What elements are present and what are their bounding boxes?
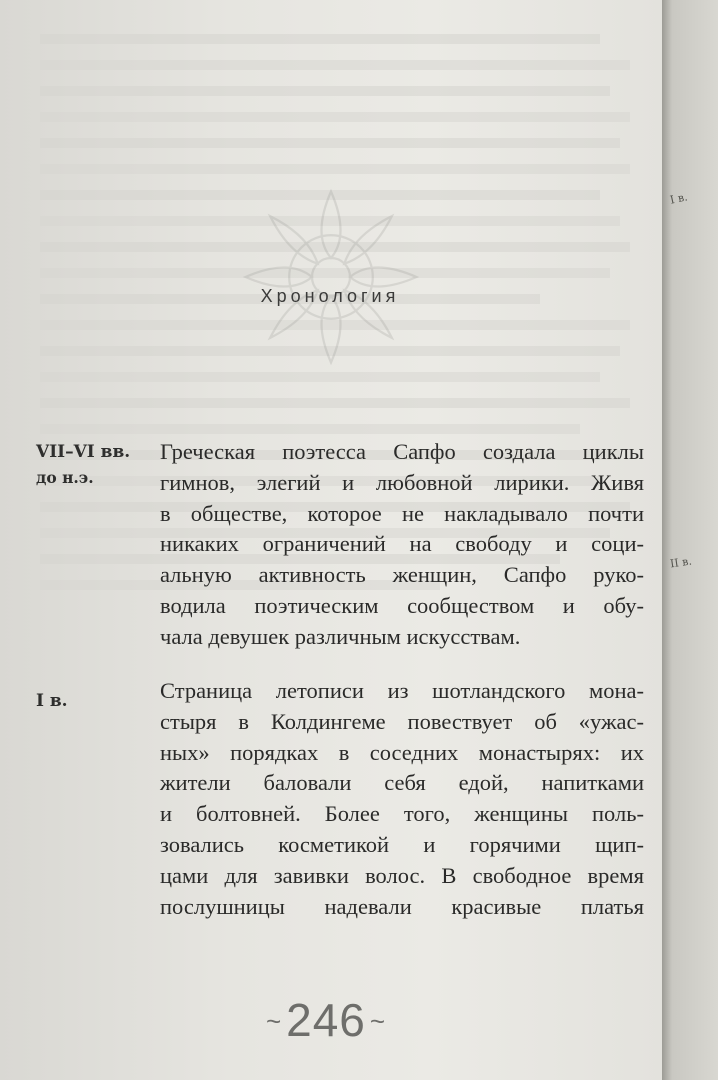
entry-date-line: I в. xyxy=(36,691,68,711)
entry-text-line: жители баловали себя едой, напитками xyxy=(160,770,644,796)
entry-date-line: до н.э. xyxy=(36,468,94,487)
tilde-ornament-icon: ~ xyxy=(369,1006,387,1036)
entry-text-line: Страница летописи из шотландского мона- xyxy=(160,678,644,703)
next-page-fragment: I в. xyxy=(668,190,689,207)
page-heading: Хронология xyxy=(260,286,400,306)
entry-text-line: чала девушек различным искусствам. xyxy=(160,623,521,649)
entry-text-line: водила поэтическим сообществом и обу- xyxy=(160,592,644,618)
entry-date-line: VII–VI вв. xyxy=(36,442,131,462)
entry-text-line: зовались косметикой и горячими щип- xyxy=(160,831,644,857)
floral-ornament-icon xyxy=(236,182,426,372)
entry-date xyxy=(36,688,68,714)
chronology-entry xyxy=(160,437,644,653)
entry-text-line: цами для завивки волос. В свободное время xyxy=(160,862,644,888)
entry-text-line: послушницы надевали красивые платья xyxy=(160,893,644,919)
entry-text-line: ных» порядках в соседних монастырях: их xyxy=(160,739,644,765)
entry-text-line: альную активность женщин, Сапфо руко- xyxy=(160,562,644,588)
page-number xyxy=(236,993,416,1047)
entry-text-line: и болтовней. Более того, женщины поль- xyxy=(160,801,644,827)
entry-text-line: Греческая поэтесса Сапфо создала циклы xyxy=(160,439,644,464)
entry-text-line: в обществе, которое не накладывало почти xyxy=(160,500,644,526)
entry-text-line: стыря в Колдингеме повествует об «ужас- xyxy=(160,708,644,734)
entry-date xyxy=(36,439,130,491)
tilde-ornament-icon: ~ xyxy=(265,1006,283,1036)
next-page-fragment: II в. xyxy=(669,554,693,571)
next-page-edge xyxy=(662,0,718,1080)
entry-text-line: никаких ограничений на свободу и соци- xyxy=(160,531,644,557)
page-number-value: 246 xyxy=(286,994,366,1046)
chronology-entry xyxy=(160,676,644,922)
entry-text-line: гимнов, элегий и любовной лирики. Живя xyxy=(160,469,644,495)
